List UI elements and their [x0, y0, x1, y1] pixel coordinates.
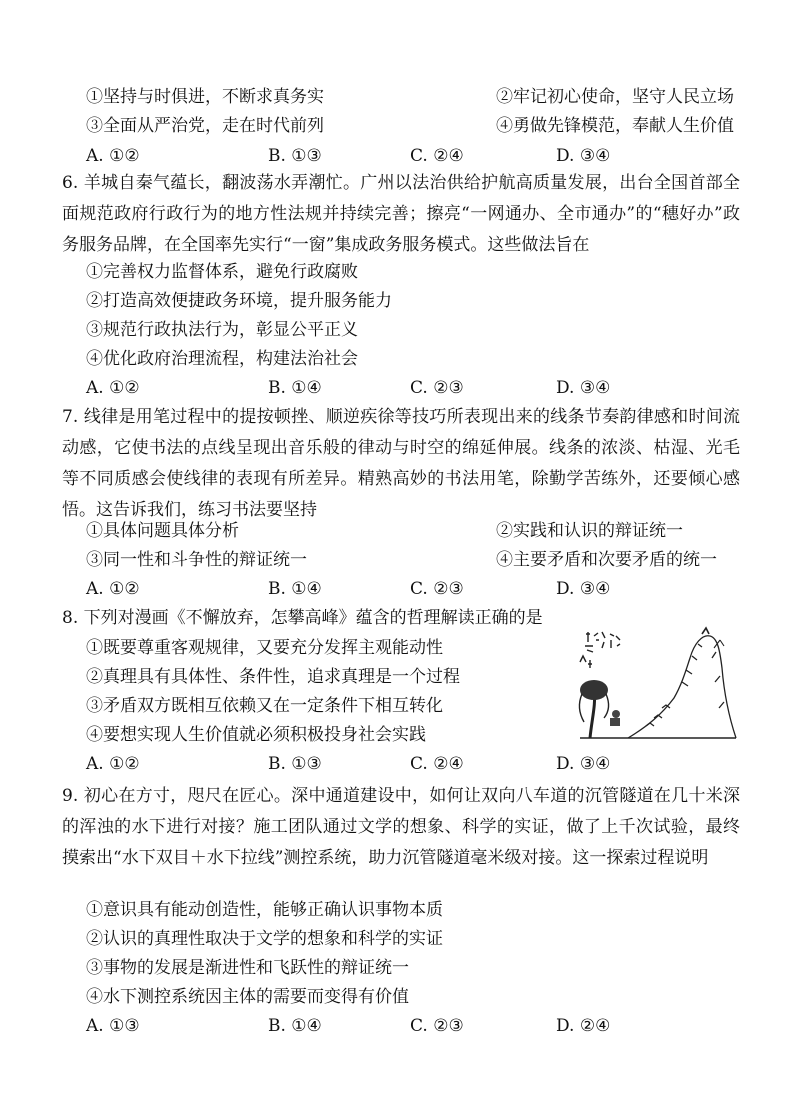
q5-options-row-1: [86, 86, 734, 108]
figure-under-tree: [579, 680, 736, 738]
q5-options-row-2: [86, 115, 734, 137]
q5-option-2: ②牢记初心使命，坚守人民立场: [496, 87, 734, 107]
q5-answer-d[interactable]: D. ③④: [556, 146, 611, 166]
q7-option-4: ④主要矛盾和次要矛盾的统一: [496, 550, 717, 570]
q6-answer-d[interactable]: D. ③④: [556, 378, 611, 398]
cartoon-image: [570, 622, 740, 746]
q5-option-3: ③全面从严治党，走在时代前列: [86, 116, 324, 136]
q8-option-4: ④要想实现人生价值就必须积极投身社会实践: [86, 725, 426, 745]
q6-answer-a[interactable]: A. ①②: [86, 378, 140, 398]
q5-answer-a[interactable]: A. ①②: [86, 146, 140, 166]
q7-option-2: ②实践和认识的辩证统一: [496, 521, 683, 541]
q6-option-2: ②打造高效便捷政务环境，提升服务能力: [86, 291, 392, 311]
q6-option-1: ①完善权力监督体系，避免行政腐败: [86, 262, 358, 282]
q9-answer-c[interactable]: C. ②③: [410, 1016, 464, 1036]
q9-stem: 9. 初心在方寸，咫尺在匠心。深中通道建设中，如何让双向八车道的沉管隧道在几十米深的浑浊的水下进行对接？施工团队通过文学的想象、科学的实证，做了上千次试验，最终摸索出“水下双目＋水下拉线”测控系统，助力沉管隧道毫米级对接。这一探索过程说明: [62, 786, 740, 868]
q7-answer-a[interactable]: A. ①②: [86, 579, 140, 599]
q7-answer-c[interactable]: C. ②③: [410, 579, 464, 599]
q8-answer-d[interactable]: D. ③④: [556, 754, 611, 774]
q9-option-2: ②认识的真理性取决于文学的想象和科学的实证: [86, 929, 443, 949]
q9-answer-d[interactable]: D. ②④: [556, 1016, 611, 1036]
q6-option-4: ④优化政府治理流程，构建法治社会: [86, 349, 358, 369]
q6-answer-c[interactable]: C. ②③: [410, 378, 464, 398]
q8-option-2: ②真理具有具体性、条件性，追求真理是一个过程: [86, 667, 460, 687]
q8-answer-c[interactable]: C. ②④: [410, 754, 464, 774]
q5-option-4: ④勇做先锋模范，奉献人生价值: [496, 116, 734, 136]
q7-answer-d[interactable]: D. ③④: [556, 579, 611, 599]
q6-answer-b[interactable]: B. ①④: [268, 378, 322, 398]
q6-stem: 6. 羊城自秦气蕴长，翻波荡水弄潮忙。广州以法治供给护航高质量发展，出台全国首部全面规范政府行政行为的地方性法规并持续完善；擦亮“一网通办、全市通办”的“穗好办”政务服务品牌，在全国率先实行“一窗”集成政务服务模式。这些做法旨在: [62, 173, 740, 255]
q7-options-row-1: [86, 520, 683, 542]
q9-option-1: ①意识具有能动创造性，能够正确认识事物本质: [86, 900, 443, 920]
q9-option-4: ④水下测控系统因主体的需要而变得有价值: [86, 987, 409, 1007]
q5-answer-c[interactable]: C. ②④: [410, 146, 464, 166]
q5-option-1: ①坚持与时俱进，不断求真务实: [86, 87, 324, 107]
q7-option-3: ③同一性和斗争性的辩证统一: [86, 550, 307, 570]
q8-option-1: ①既要尊重客观规律，又要充分发挥主观能动性: [86, 638, 443, 658]
q8-option-3: ③矛盾双方既相互依赖又在一定条件下相互转化: [86, 696, 443, 716]
mountain-drawing: [628, 628, 736, 738]
q7-option-1: ①具体问题具体分析: [86, 521, 239, 541]
q9-answer-b[interactable]: B. ①④: [268, 1016, 322, 1036]
q7-answer-b[interactable]: B. ①④: [268, 579, 322, 599]
q8-answer-b[interactable]: B. ①③: [268, 754, 322, 774]
q7-options-row-2: [86, 549, 717, 571]
q7-stem: 7. 线律是用笔过程中的提按顿挫、顺逆疾徐等技巧所表现出来的线条节奏韵律感和时间流动感，它使书法的点线呈现出音乐般的律动与时空的绵延伸展。线条的浓淡、枯湿、光毛等不同质感会使线律的表现有所差异。精熟高妙的书法用笔，除勤学苦练外，还要倾心感悟。这告诉我们，练习书法要坚持: [62, 407, 740, 520]
q8-answer-a[interactable]: A. ①②: [86, 754, 140, 774]
q6-option-3: ③规范行政执法行为，彰显公平正义: [86, 320, 358, 340]
q9-option-3: ③事物的发展是渐进性和飞跃性的辩证统一: [86, 958, 409, 978]
q9-answer-a[interactable]: A. ①③: [86, 1016, 140, 1036]
q8-stem: 8. 下列对漫画《不懈放弃，怎攀高峰》蕴含的哲理解读正确的是: [62, 608, 543, 628]
cartoon-caption-scribble: [580, 632, 620, 668]
q5-answer-b[interactable]: B. ①③: [268, 146, 322, 166]
